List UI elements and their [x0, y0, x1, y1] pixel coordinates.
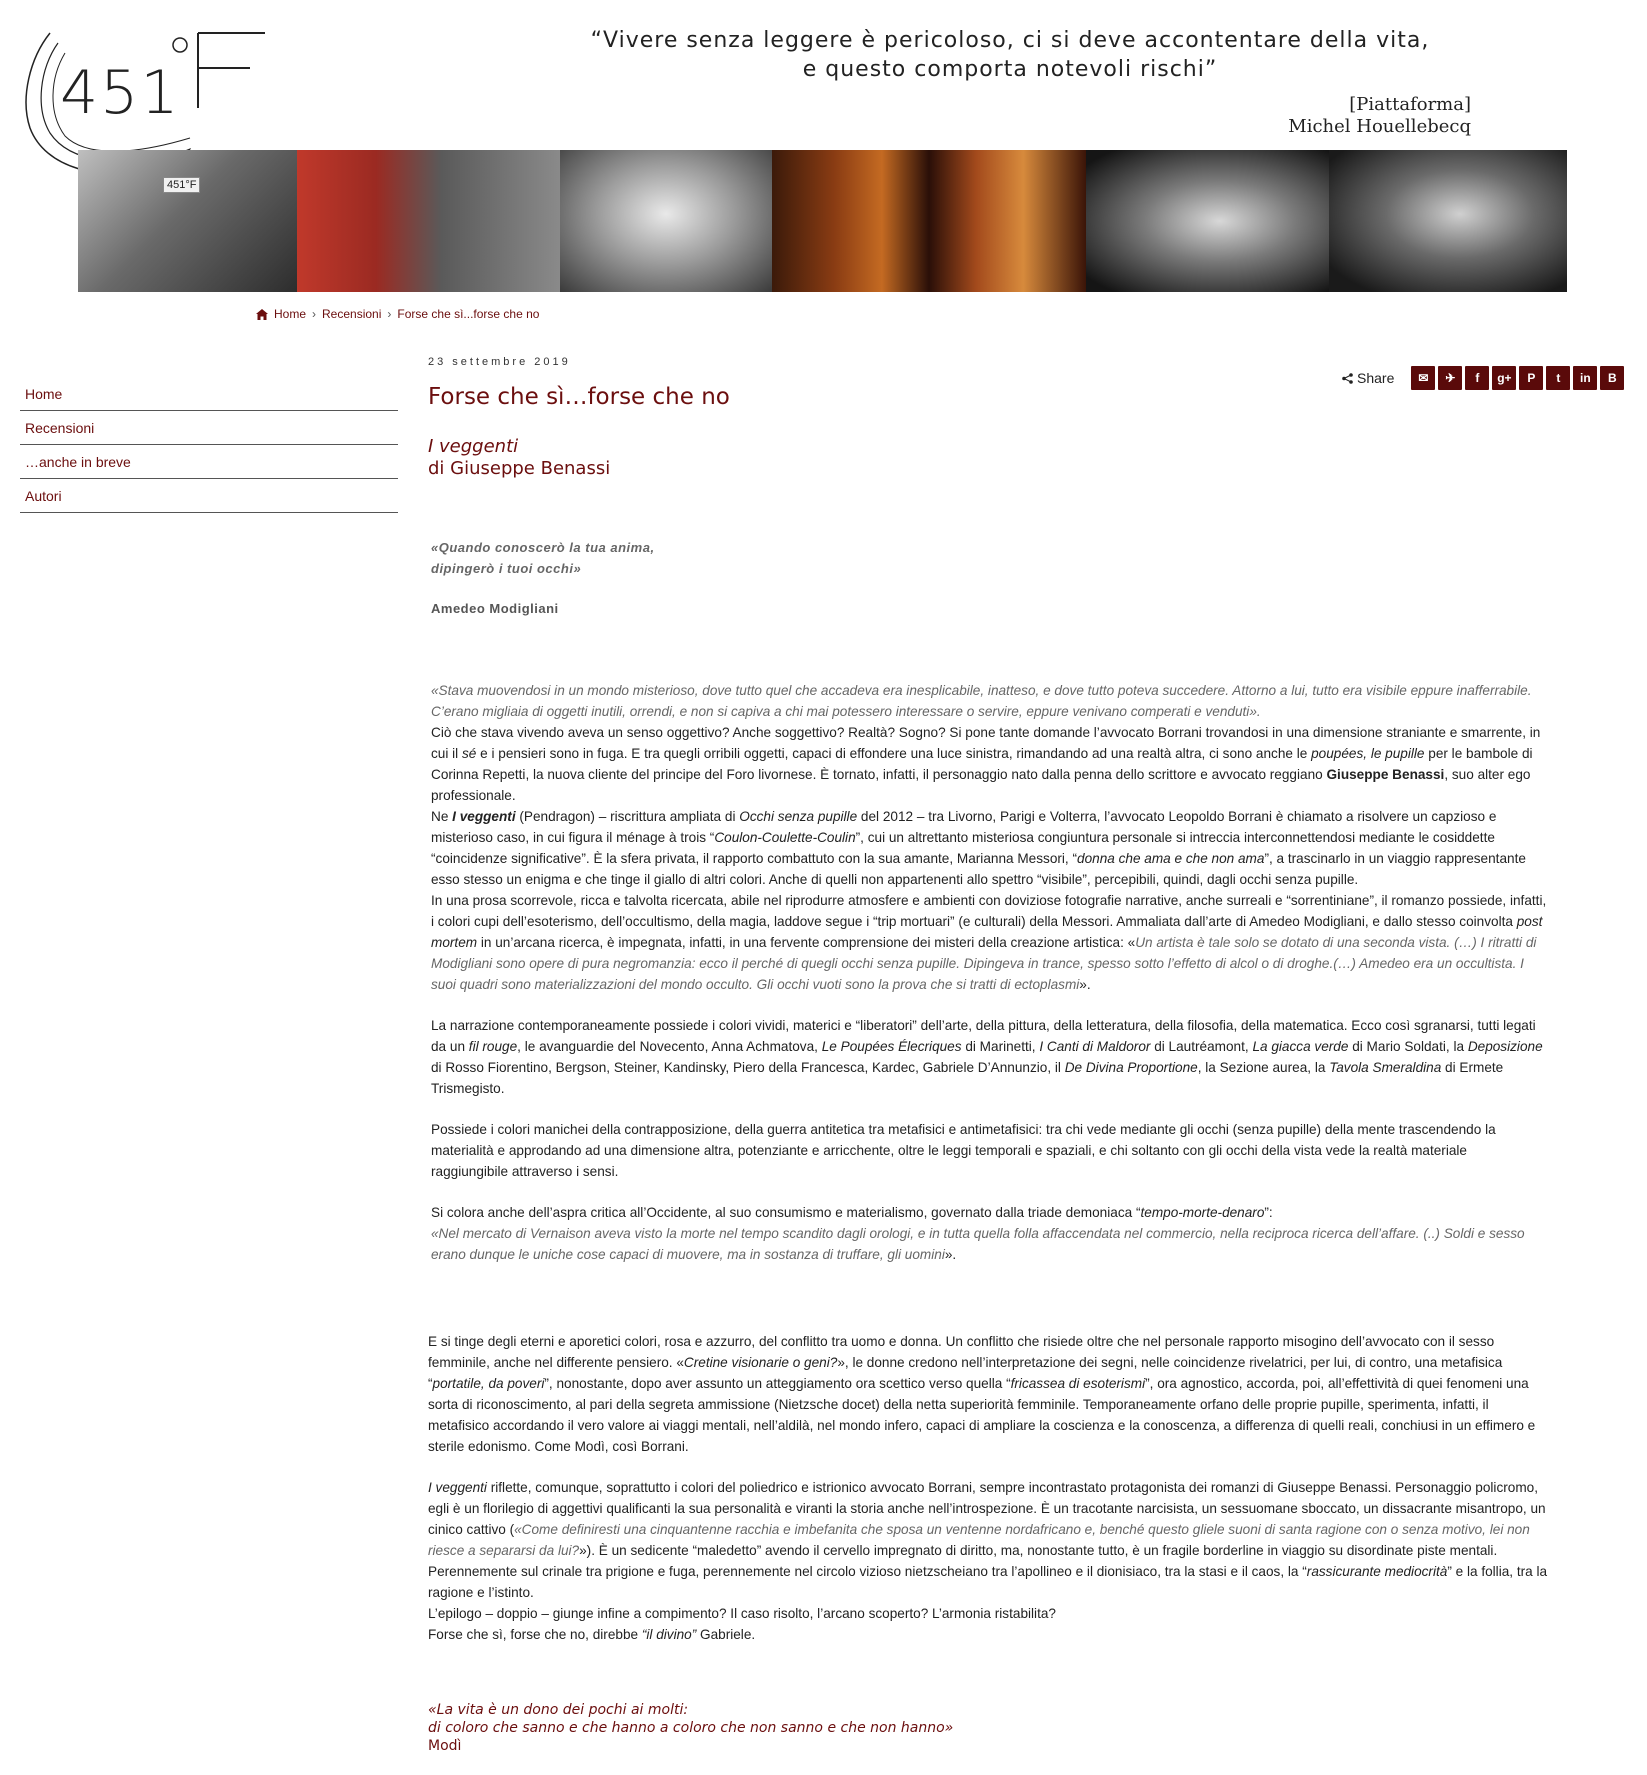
banner-photo-6 [1329, 150, 1567, 292]
body-quote-2: «Nel mercato di Vernaison aveva visto la morte nel tempo scandito dagli orologi, e in tutta quella folla affaccendata nel commercio, nella reciproca ricerca dell’affare. (..) Soldi e sesso erano dunque le uniche cose capaci di muovere, ma in sostanza di truffare, gli uomini». [431, 1226, 1525, 1262]
banner-photo-3 [560, 150, 772, 292]
banner-photo-2 [297, 150, 560, 292]
book-title: I veggenti [428, 436, 519, 457]
closing-line-2: di coloro che sanno e che hanno a coloro che non sanno e che non hanno» [428, 1720, 954, 1736]
breadcrumb-section-link[interactable]: Recensioni [322, 307, 382, 321]
home-icon [256, 309, 268, 320]
logo-text: 451 [60, 58, 181, 128]
email-share-button[interactable] [1411, 366, 1435, 390]
quote-source [1288, 94, 1471, 138]
body-paragraph-10: Forse che sì, forse che no, direbbe “il divino” Gabriele. [428, 1627, 756, 1642]
tumblr-icon: t [1556, 371, 1561, 385]
body-paragraph-7: E si tinge degli eterni e aporetici colori, rosa e azzurro, del conflitto tra uomo e donna. Un conflitto che risiede oltre che nel personale rapporto misogino dell’avvocato con il sesso femminile, anche nel differente pensiero. «Cretine visionarie o geni?», le donne credono nell’interpretazione dei segni, nelle coincidenze rivelatrici, per lui, di contro, una metafisica “portatile, da poveri”, nonostante, dopo aver assunto un atteggiamento ora scettico verso quella “fricassea di esoterismi”, ora agnostico, accorda, poi, all’effettività di quei fenomeni una sorta di riconoscimento, al pari della segreta ammissione (Nietzsche docet) della netta superiorità femminile. Temporaneamente orfano delle proprie pupille, sperimenta, infatti, il metafisico accordando il vero valore ai viaggi mentali, nell’aldilà, nel mondo infero, capaci di ampliare la coscienza e la conoscenza, a differenza di quelli reali, conchiusi in un effimero e sterile edonismo. Come Modì, così Borrani. [428, 1334, 1536, 1454]
facebook-icon: f [1475, 371, 1480, 385]
banner-photo-4 [772, 150, 1086, 292]
epigraph [431, 537, 655, 579]
blogger-icon: B [1608, 371, 1617, 385]
article-title[interactable]: Forse che sì…forse che no [428, 384, 730, 410]
breadcrumb-separator: › [312, 307, 317, 321]
share-icon [1342, 373, 1353, 384]
breadcrumb [256, 307, 539, 321]
body-paragraph-8: I veggenti riflette, comunque, soprattutto i colori del poliedrico e istrionico avvocato Borrani, sempre incontrastato protagonista dei romanzi di Giuseppe Benassi. Personaggio policromo, egli è un florilegio di aggettivi qualificanti la sua personalità e viranti la storia anche nell’introspezione. È un tracotante narcisista, un sessuomane sboccato, un dissacrante misantropo, un cinico cattivo («Come definiresti una cinquantenne racchia e imbefanita che sposa un ventenne nordafricano e, benché questo gliele suoni di santa ragione con o senza motivo, lei non riesce a separarsi da lui?»). È un sedicente “maledetto” avendo il cervello impregnato di diritto, ma, nonostante tutto, è un fragile borderline in viaggio su disordinate piste mentali. Perennemente sul crinale tra prigione e fuga, perennemente nel circolo vizioso nietzscheiano tra l’apollineo e il dionisiaco, tra la stasi e il caos, la “rassicurante mediocrità” e la follia, tra la ragione e l’istinto. [428, 1480, 1548, 1600]
quote-source-platform: [Piattaforma] [1349, 94, 1471, 115]
banner-photo-5 [1086, 150, 1329, 292]
breadcrumb-current: Forse che sì...forse che no [397, 307, 540, 321]
header-quote [560, 26, 1460, 84]
share-label[interactable]: Share [1342, 370, 1394, 386]
twitter-icon: ✈ [1445, 371, 1456, 385]
article-date: 23 settembre 2019 [428, 356, 571, 368]
linkedin-share-button[interactable] [1573, 366, 1597, 390]
blogger-share-button[interactable] [1600, 366, 1624, 390]
body-paragraph-4: La narrazione contemporaneamente possiede i colori vividi, materici e “liberatori” dell’arte, della pittura, della letteratura, della filosofia, della matematica. Ecco così sgranarsi, tutti legati da un fil rouge, le avanguardie del Novecento, Anna Achmatova, Le Poupées Élecriques di Marinetti, I Canti di Maldoror di Lautréamont, La giacca verde di Mario Soldati, la Deposizione di Rosso Fiorentino, Bergson, Steiner, Kandinsky, Piero della Francesca, Kardec, Gabriele D’Annunzio, il De Divina Proportione, la Sezione aurea, la Tavola Smeraldina di Ermete Trismegisto. [431, 1018, 1543, 1096]
closing-line-1: «La vita è un dono dei pochi ai molti: [428, 1702, 689, 1718]
body-paragraph-2: Ne I veggenti (Pendragon) – riscrittura ampliata di Occhi senza pupille del 2012 – tra Livorno, Parigi e Volterra, l’avvocato Leopoldo Borrani è chiamato a risolvere un capzioso e misterioso caso, in cui figura il ménage à trois “Coulon-Coulette-Coulin”, cui un altrettanto misteriosa congiuntura personale si intreccia interconnettendosi mediante le cosiddette “coincidenze significative”. È la sfera privata, il rapporto combattuto con la sua amante, Marianna Messori, “donna che ama e che non ama”, a trascinarlo in un viaggio rappresentante esso stesso un enigma e che tinge il giallo di altri colori. Anche di quelli non appartenenti allo spettro “visibile”, percepibili, quindi, dagli occhi senza pupille. [431, 809, 1526, 887]
body-paragraph-1: Ciò che stava vivendo aveva un senso oggettivo? Anche soggettivo? Realtà? Sogno? Si pone tante domande l’avvocato Borrani trovandosi in una dimensione straniante e smarrente, in cui il sé e i pensieri sono in fuga. E tra quegli orribili oggetti, capaci di effondere una luce sinistra, rimandando ad una realtà altra, ci sono anche le poupées, le pupille per le bambole di Corinna Repetti, la nuova cliente del principe del Foro livornese. È tornato, infatti, il personaggio nato dalla penna dello scrittore e avvocato reggiano Giuseppe Benassi, suo alter ego professionale. [431, 725, 1541, 803]
sidebar-item-home[interactable]: Home [20, 378, 398, 411]
body-paragraph-9: L’epilogo – doppio – giunge infine a compimento? Il caso risolto, l’arcano scoperto? L’armonia ristabilita? [428, 1606, 1056, 1621]
epigraph-author: Amedeo Modigliani [431, 601, 559, 616]
closing-quote [428, 1701, 953, 1755]
epigraph-line-2: dipingerò i tuoi occhi» [431, 561, 582, 576]
quote-line-2: e questo comporta notevoli rischi” [802, 57, 1218, 82]
body-paragraph-3: In una prosa scorrevole, ricca e talvolta ricercata, abile nel riprodurre atmosfere e ambienti con doviziose fotografie narrative, anche surreali e “sorrentiniane”, il romanzo possiede, infatti, i colori cupi dell’esoterismo, dell’occultismo, della magia, laddove segue i “trip mortuari” (e culturali) della Messori. Ammaliata dall’arte di Amedeo Modigliani, e dallo stesso coinvolta post mortem in un’arcana ricerca, è impegnata, infatti, in una fervente comprensione dei misteri della creazione artistica: «Un artista è tale solo se dotato di una seconda vista. (…) I ritratti di Modigliani sono opere di pura negromanzia: ecco il perché di quegli occhi senza pupille. Dipingeva in trance, spesso sotto l’effetto di alcol o di droghe.(…) Amedeo era un occultista. I suoi quadri sono materializzazioni del mondo occulto. Gli occhi vuoti sono la prova che si tratti di ectoplasmi». [431, 893, 1547, 992]
breadcrumb-separator: › [387, 307, 392, 321]
sidebar-item-autori[interactable]: Autori [20, 480, 398, 513]
article-subtitle [428, 436, 1548, 480]
sidebar-item-anche-in-breve[interactable]: …anche in breve [20, 446, 398, 479]
google-plus-share-button[interactable] [1492, 366, 1516, 390]
banner-badge: 451°F [163, 177, 200, 193]
article-body [431, 680, 1547, 1265]
pinterest-share-button[interactable] [1519, 366, 1543, 390]
body-paragraph-6: Si colora anche dell’aspra critica all’Occidente, al suo consumismo e materialismo, governato dalla triade demoniaca “tempo-morte-denaro”: [431, 1205, 1273, 1220]
facebook-share-button[interactable] [1465, 366, 1489, 390]
email-icon: ✉ [1418, 371, 1429, 385]
share-bar [1342, 366, 1624, 390]
banner-photo-1 [78, 150, 297, 292]
epigraph-line-1: «Quando conoscerò la tua anima, [431, 540, 655, 555]
pinterest-icon: P [1527, 371, 1536, 385]
article-body-continued [428, 1331, 1548, 1645]
breadcrumb-home-link[interactable]: Home [274, 307, 307, 321]
sidebar-item-recensioni[interactable]: Recensioni [20, 412, 398, 445]
header-banner [78, 150, 1567, 292]
quote-line-1: “Vivere senza leggere è pericoloso, ci si deve accontentare della vita, [590, 28, 1430, 53]
sidebar-nav [20, 378, 398, 513]
book-author: di Giuseppe Benassi [428, 458, 611, 479]
linkedin-icon: in [1580, 371, 1591, 385]
twitter-share-button[interactable] [1438, 366, 1462, 390]
body-paragraph-5: Possiede i colori manichei della contrapposizione, della guerra antitetica tra metafisici e antimetafisici: tra chi vede mediante gli occhi (senza pupille) della mente trascendendo la materialità e approdando ad una dimensione altra, potenziante e arricchente, oltre le leggi temporali e spaziali, e chi soltanto con gli occhi della vista vede la realtà materiale raggiungibile attraverso i sensi. [431, 1122, 1496, 1179]
body-quote-1: «Stava muovendosi in un mondo misterioso, dove tutto quel che accadeva era inesplicabile, inatteso, e dove tutto poteva succedere. Attorno a lui, tutto era visibile eppure inafferrabile. C’erano migliaia di oggetti inutili, orrendi, e non si capiva a chi mai potessero interessare o servire, eppure venivano comperati e venduti». [431, 683, 1532, 719]
quote-source-author: Michel Houellebecq [1288, 116, 1471, 137]
google-plus-icon: g+ [1497, 371, 1512, 385]
closing-author: Modì [428, 1738, 462, 1754]
tumblr-share-button[interactable] [1546, 366, 1570, 390]
